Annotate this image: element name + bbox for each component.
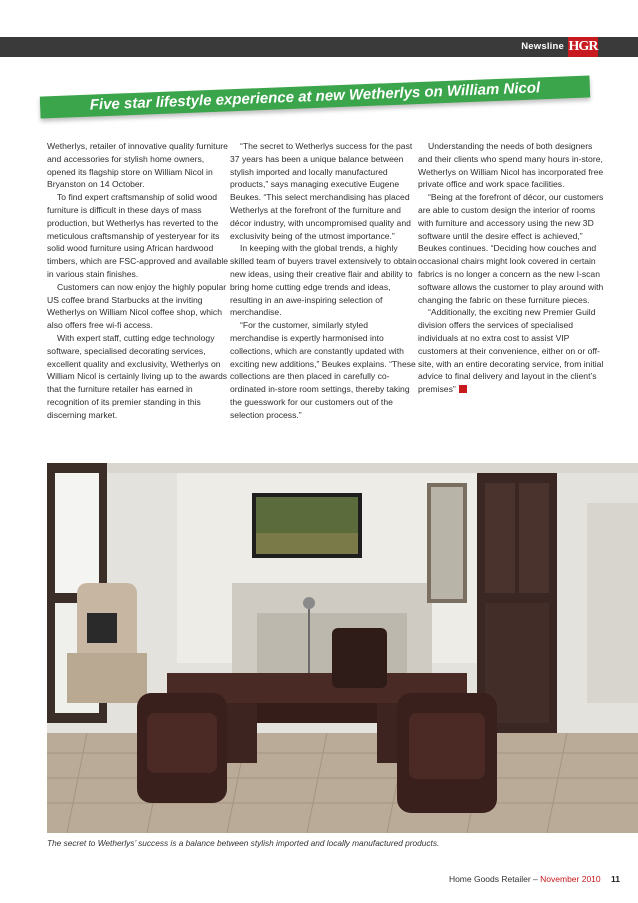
header-bar — [0, 37, 638, 57]
page-number: 11 — [611, 874, 620, 884]
section-label: Newsline — [521, 41, 564, 52]
paragraph: “The secret to Wetherlys success for the past 37 years has been a unique balance between stylish imported and locally manufactured products,” says managing executive Eugene Beukes. “This select merchandising has placed Wetherlys at the forefront of the furniture and décor industry, with uncompromised quality and exclusivity being of the utmost importance.” — [230, 141, 413, 241]
article-column-1 — [47, 140, 234, 422]
showroom-photo — [47, 463, 638, 833]
hgr-logo: HGR — [568, 37, 598, 57]
publication-name: Home Goods Retailer – — [448, 874, 538, 884]
paragraph: To find expert craftsmanship of solid wood furniture is difficult in these days of mass production, but Wetherlys has reverted to the meticulous craftsmanship of yesteryear for its solid wood furniture using African hardwood timbers, which are FSC-approved and available in various stain finishes. — [47, 192, 229, 279]
paragraph: Understanding the needs of both designers and their clients who spend many hours in-store, Wetherlys on William Nicol has incorporated free private office and work space facilities. — [418, 141, 604, 190]
article-column-2 — [230, 140, 417, 422]
paragraph: With expert staff, cutting edge technology software, specialised decorating services, excellent quality and exclusivity, Wetherlys on William Nicol is certainly living up to the awards that the furniture retailer has earned in recognition of its premier standing in this discerning market. — [47, 332, 228, 420]
paragraph: Wetherlys, retailer of innovative quality furniture and accessories for stylish home owners, opened its flagship store on William Nicol in Bryanston on 14 October. — [47, 141, 228, 190]
paragraph-last — [418, 306, 605, 396]
end-mark-icon — [459, 385, 467, 393]
paragraph: “For the customer, similarly styled merchandise is expertly harmonised into collections, which are constantly updated with exciting new additions,” Beukes explains. “These collections are then placed in carefully co-ordinated in-store room settings, thereby taking the guesswork for our customers out of the selection process.” — [230, 320, 416, 420]
paragraph: In keeping with the global trends, a highly skilled team of buyers travel extensively to obtain new ideas, using their creative flair and ability to bring home cutting edge trends and ideas, resulting in an awe-inspiring selection of merchandise. — [230, 243, 417, 318]
headline-banner — [40, 78, 590, 118]
photo-caption: The secret to Wetherlys’ success is a balance between stylish imported and locally manufactured products. — [47, 838, 440, 848]
paragraph: “Being at the forefront of décor, our customers are able to custom design the interior of rooms with furniture and accessory using the new 3D software until the desire effect is achieved,” Beukes continues. “Deciding how couches and occasional chairs might look covered in certain fabrics is no longer a concern as the new I-scan software allows the customer to play around with changing the fabric on these furniture pieces. — [418, 192, 604, 305]
issue-date: November 2010 — [540, 874, 601, 884]
paragraph-text: “Additionally, the exciting new Premier Guild division offers the services of specialised individuals at no extra cost to assist VIP customers at their convenience, either on or off-site, with an entire decorating service, from initial advice to final delivery and layout in the client’s premises” — [418, 307, 604, 395]
page-footer — [449, 874, 620, 884]
article-column-3 — [418, 140, 605, 396]
headline: Five star lifestyle experience at new Wetherlys on William Nicol — [89, 79, 541, 114]
paragraph: Customers can now enjoy the highly popular US coffee brand Starbucks at the inviting Wetherlys on William Nicol coffee shop, which also offers free wi-fi access. — [47, 281, 227, 331]
